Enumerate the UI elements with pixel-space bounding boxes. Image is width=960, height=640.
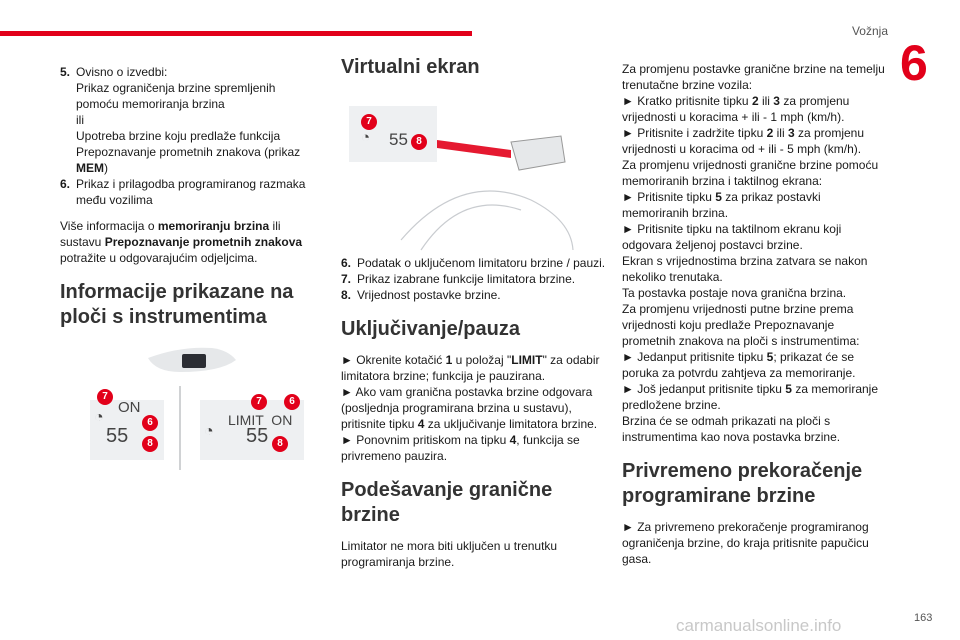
paragraph: ► Još jedanput pritisnite tipku 5 za memoriranje predložene brzine. <box>622 382 879 412</box>
column-right <box>622 61 890 567</box>
paragraph: Za promjenu vrijednosti putne brzine prema vrijednosti koju predlaže Prepoznavanje prometnih znakova na ploči s instrumentima: <box>622 302 860 348</box>
callout-badge: 8 <box>142 436 158 452</box>
paragraph: ► Pritisnite tipku 5 za prikaz postavki memoriranih brzina. <box>622 190 821 220</box>
list-item: 8. Vrijednost postavke brzine. <box>341 288 501 302</box>
speed-limiter-icon: ◔ <box>204 423 214 440</box>
list-item <box>60 64 320 176</box>
text: Upotreba brzine koju predlaže funkcija Prepoznavanje prometnih znakova (prikaz MEM) <box>76 129 301 175</box>
callout-badge: 7 <box>361 114 377 130</box>
list-item: 6. Podatak o uključenom limitatoru brzine / pauzi. <box>341 256 606 270</box>
section-title: Vožnja <box>851 24 888 38</box>
windshield-hud-icon <box>341 90 591 255</box>
column-middle <box>341 55 609 570</box>
paragraph: ► Ponovnim pritiskom na tipku 4, funkcija se privremeno pauzira. <box>341 433 580 463</box>
speed-value: 55 <box>106 425 129 447</box>
paragraph: Za promjenu vrijednosti granične brzine pomoću memoriranih brzina i taktilnog ekrana: <box>622 158 879 188</box>
callout-badge: 8 <box>411 134 427 150</box>
watermark: carmanualsonline.info <box>676 616 842 635</box>
paragraph: ► Pritisnite i zadržite tipku 2 ili 3 za promjenu vrijednosti u koracima od + ili - 5 mph (km/h). <box>622 126 865 156</box>
paragraph: ► Pritisnite tipku na taktilnom ekranu koji odgovara željenoj postavci brzine. <box>622 222 842 252</box>
section-heading: Privremeno prekoračenje programirane brzine <box>622 460 863 507</box>
text: Ovisno o izvedbi: <box>76 65 168 79</box>
section-heading: Podešavanje granične brzine <box>341 479 553 526</box>
speed-value: 55 <box>246 425 269 447</box>
list-item <box>60 176 320 208</box>
callout-badge: 6 <box>284 394 300 410</box>
text: Prikaz ograničenja brzine spremljenih pomoću memoriranja brzina <box>76 81 276 111</box>
callout-badge: 7 <box>251 394 267 410</box>
chapter-number: 6 <box>900 35 928 91</box>
status-text: LIMIT ON <box>228 412 293 428</box>
text: Prikaz i prilagodba programiranog razmaka među vozilima <box>76 177 306 207</box>
status-text: ON <box>118 399 141 416</box>
paragraph: ► Ako vam granična postavka brzine odgovara (posljednja programirana brzina u sustavu), pritisnite tipku 4 za uključivanje limitatora brzine. <box>341 385 598 431</box>
paragraph: Ekran s vrijednostima brzina zatvara se nakon nekoliko trenutaka. <box>622 254 868 284</box>
virtual-screen-illustration <box>341 90 591 255</box>
column-left <box>60 64 320 470</box>
paragraph: Za promjenu postavke granične brzine na temelju trenutačne brzine vozila: <box>622 62 885 92</box>
paragraph: Brzina će se odmah prikazati na ploči s instrumentima kao nova postavka brzine. <box>622 414 841 444</box>
section-heading: Informacije prikazane na ploči s instrumentima <box>60 281 294 328</box>
section-heading: Uključivanje/pauza <box>341 318 520 340</box>
paragraph: ► Za privremeno prekoračenje programiranog ograničenja brzine, do kraja pritisnite papučicu gasa. <box>622 520 869 566</box>
item-number: 5. <box>60 65 71 79</box>
instrument-panel-illustration <box>60 340 320 470</box>
list-item: 7. Prikaz izabrane funkcije limitatora brzine. <box>341 272 576 286</box>
speed-limiter-icon: ◔ <box>361 129 371 146</box>
paragraph: ► Kratko pritisnite tipku 2 ili 3 za promjenu vrijednosti u koracima + ili - 1 mph (km/h). <box>622 94 850 124</box>
callout-badge: 8 <box>272 436 288 452</box>
section-heading: Virtualni ekran <box>341 56 480 78</box>
paragraph: Više informacija o memoriranju brzina ili sustavu Prepoznavanje prometnih znakova potražite u odgovarajućim odjeljcima. <box>60 219 303 265</box>
callout-badge: 6 <box>142 415 158 431</box>
top-accent-bar <box>0 31 472 36</box>
paragraph: Ta postavka postaje nova granična brzina. <box>622 286 847 300</box>
paragraph: Limitator ne mora biti uključen u trenutku programiranja brzine. <box>341 539 558 569</box>
speed-value: 55 <box>389 130 408 149</box>
item-number: 6. <box>60 177 71 191</box>
paragraph: ► Jedanput pritisnite tipku 5; prikazat će se poruka za potvrdu zahtjeva za memoriranje. <box>622 350 856 380</box>
speed-limiter-icon: ◔ <box>94 409 104 426</box>
paragraph: ► Okrenite kotačić 1 u položaj "LIMIT" za odabir limitatora brzine; funkcija je pauzirana. <box>341 353 600 383</box>
callout-badge: 7 <box>97 389 113 405</box>
text: ili <box>76 113 84 127</box>
page-number: 163 <box>914 612 933 624</box>
